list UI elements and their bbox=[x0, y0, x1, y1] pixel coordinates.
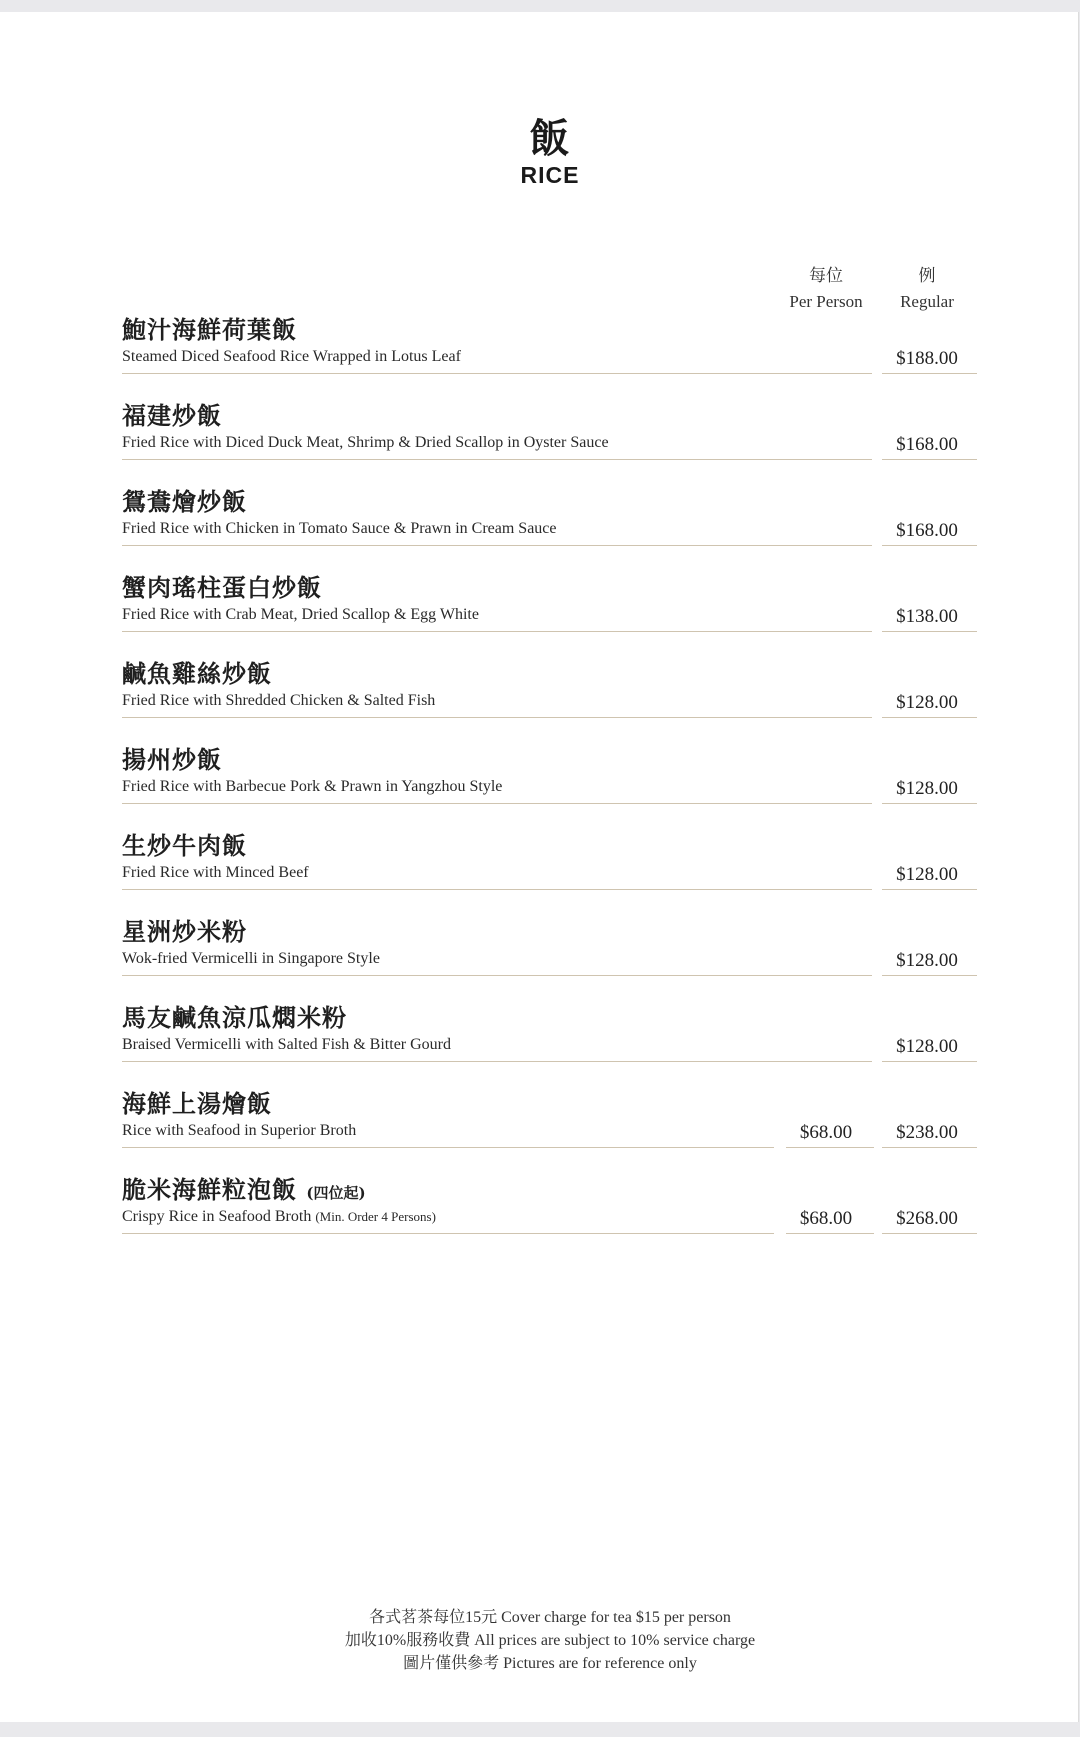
menu-item bbox=[122, 1084, 977, 1170]
column-header-per-person-en: Per Person bbox=[789, 292, 863, 311]
item-name-en-group bbox=[122, 1208, 436, 1226]
menu-item bbox=[122, 1170, 977, 1256]
item-name-zh: 鴛鴦燴炒飯 bbox=[122, 487, 247, 516]
column-header-per-person-zh: 每位 bbox=[809, 266, 843, 286]
item-name-zh: 星洲炒米粉 bbox=[122, 917, 247, 946]
divider bbox=[882, 1233, 977, 1234]
item-name-en: Fried Rice with Minced Beef bbox=[122, 864, 309, 881]
menu-item bbox=[122, 912, 977, 998]
divider bbox=[786, 1233, 874, 1234]
item-name-en: Wok-fried Vermicelli in Singapore Style bbox=[122, 950, 380, 967]
divider bbox=[882, 803, 977, 804]
divider bbox=[122, 717, 872, 718]
divider bbox=[122, 1233, 774, 1234]
item-name-en: Crispy Rice in Seafood Broth bbox=[122, 1208, 312, 1225]
column-header-regular-en: Regular bbox=[900, 292, 954, 311]
menu-item bbox=[122, 826, 977, 912]
divider bbox=[882, 975, 977, 976]
footer-service-charge: 加收10%服務收費 All prices are subject to 10% service charge bbox=[344, 1632, 756, 1649]
item-name-en: Fried Rice with Chicken in Tomato Sauce & Prawn in Cream Sauce bbox=[122, 520, 557, 537]
item-name-en: Braised Vermicelli with Salted Fish & Bitter Gourd bbox=[122, 1036, 451, 1053]
item-name-zh: 福建炒飯 bbox=[122, 401, 222, 430]
divider bbox=[122, 373, 872, 374]
item-name-en: Fried Rice with Shredded Chicken & Salted Fish bbox=[122, 692, 436, 709]
divider bbox=[882, 717, 977, 718]
item-price-regular: $138.00 bbox=[896, 606, 958, 627]
item-price-regular: $128.00 bbox=[896, 778, 958, 799]
item-name-en: Fried Rice with Barbecue Pork & Prawn in Yangzhou Style bbox=[122, 778, 503, 795]
item-price-regular: $128.00 bbox=[896, 1036, 958, 1057]
menu-list bbox=[122, 310, 977, 1256]
item-price-regular: $128.00 bbox=[896, 692, 958, 713]
menu-item bbox=[122, 568, 977, 654]
column-header-regular-zh: 例 bbox=[918, 266, 936, 286]
item-name-zh: 海鮮上湯燴飯 bbox=[122, 1089, 272, 1118]
item-name-zh: 馬友鹹魚涼瓜燜米粉 bbox=[122, 1003, 347, 1032]
item-price-regular: $168.00 bbox=[896, 520, 958, 541]
divider bbox=[122, 803, 872, 804]
item-price-regular: $238.00 bbox=[896, 1122, 958, 1143]
divider bbox=[882, 373, 977, 374]
item-name-zh: 生炒牛肉飯 bbox=[122, 831, 247, 860]
item-name-en: Steamed Diced Seafood Rice Wrapped in Lotus Leaf bbox=[122, 348, 461, 365]
footer-reference-note: 圖片僅供參考 Pictures are for reference only bbox=[403, 1655, 697, 1672]
item-name-en: Fried Rice with Diced Duck Meat, Shrimp & Dried Scallop in Oyster Sauce bbox=[122, 434, 609, 451]
divider bbox=[122, 459, 872, 460]
item-price-regular: $128.00 bbox=[896, 864, 958, 885]
item-name-zh: 蟹肉瑤柱蛋白炒飯 bbox=[122, 573, 322, 602]
divider bbox=[122, 889, 872, 890]
item-price-regular: $188.00 bbox=[896, 348, 958, 369]
divider bbox=[122, 545, 872, 546]
page-title-zh: 飯 bbox=[529, 115, 571, 162]
menu-item bbox=[122, 998, 977, 1084]
menu-item bbox=[122, 740, 977, 826]
item-name-zh: 鮑汁海鮮荷葉飯 bbox=[122, 315, 297, 344]
item-price-per-person: $68.00 bbox=[799, 1122, 853, 1143]
menu-item bbox=[122, 482, 977, 568]
item-name-zh-group bbox=[122, 1170, 366, 1205]
divider bbox=[882, 631, 977, 632]
divider bbox=[882, 545, 977, 546]
menu-item bbox=[122, 396, 977, 482]
divider bbox=[122, 631, 872, 632]
footer-notes bbox=[0, 1606, 1080, 1675]
menu-item bbox=[122, 310, 977, 396]
divider bbox=[882, 459, 977, 460]
item-name-zh: 揚州炒飯 bbox=[122, 745, 222, 774]
item-name-zh: 鹹魚雞絲炒飯 bbox=[122, 659, 272, 688]
item-price-regular: $128.00 bbox=[896, 950, 958, 971]
footer-tea-charge: 各式茗茶每位15元 Cover charge for tea $15 per person bbox=[369, 1609, 731, 1626]
item-note-zh: (四位起) bbox=[306, 1184, 366, 1202]
item-name-en: Rice with Seafood in Superior Broth bbox=[122, 1122, 357, 1139]
item-name-en: Fried Rice with Crab Meat, Dried Scallop & Egg White bbox=[122, 606, 479, 623]
item-note-en: (Min. Order 4 Persons) bbox=[315, 1209, 436, 1224]
divider bbox=[786, 1147, 874, 1148]
divider bbox=[882, 889, 977, 890]
column-header-regular bbox=[867, 264, 987, 314]
item-price-regular: $268.00 bbox=[896, 1208, 958, 1229]
divider bbox=[122, 1061, 872, 1062]
divider bbox=[882, 1061, 977, 1062]
item-price-regular: $168.00 bbox=[896, 434, 958, 455]
divider bbox=[882, 1147, 977, 1148]
item-price-per-person: $68.00 bbox=[799, 1208, 853, 1229]
page-title-en: RICE bbox=[520, 162, 580, 188]
divider bbox=[122, 1147, 774, 1148]
menu-page bbox=[0, 12, 1079, 1722]
divider bbox=[122, 975, 872, 976]
menu-item bbox=[122, 654, 977, 740]
item-name-zh: 脆米海鮮粒泡飯 bbox=[122, 1175, 297, 1204]
